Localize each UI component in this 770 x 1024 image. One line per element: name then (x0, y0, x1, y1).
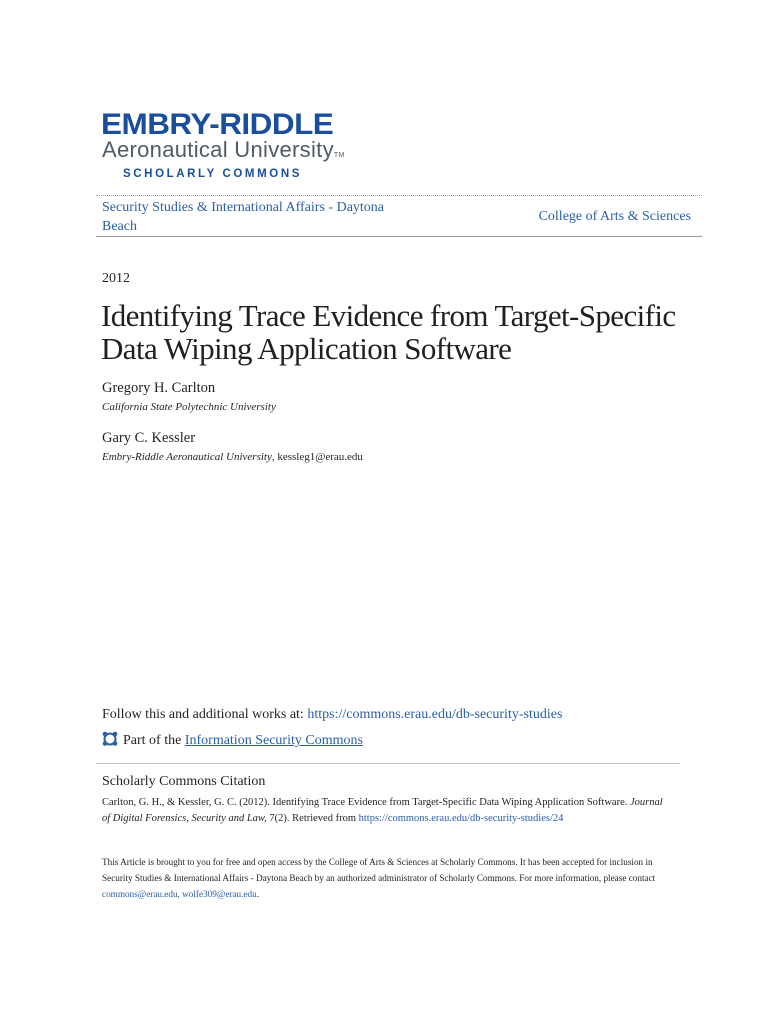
citation-heading: Scholarly Commons Citation (102, 774, 266, 789)
journal-name: Journal of Digital Forensics, Security and Law, (102, 797, 663, 824)
logo-wordmark: EMBRY-RIDDLE (101, 108, 334, 141)
author-email: , kessleg1@erau.edu (271, 451, 363, 463)
publication-year: 2012 (102, 271, 130, 286)
header-divider-bottom (96, 236, 702, 237)
college-link[interactable]: College of Arts & Sciences (538, 209, 691, 224)
follow-line: Follow this and additional works at: https://commons.erau.edu/db-security-studies (102, 707, 563, 722)
follow-link[interactable]: https://commons.erau.edu/db-security-studies (307, 707, 563, 722)
trademark-mark: TM (333, 152, 345, 159)
commons-link[interactable]: Information Security Commons (184, 733, 363, 748)
collection-link[interactable]: Security Studies & International Affairs - Daytona Beach (102, 200, 385, 234)
logo-subtitle: Aeronautical UniversityTM (102, 137, 345, 162)
network-icon (102, 731, 119, 751)
page-title: Identifying Trace Evidence from Target-Specific Data Wiping Application Software (101, 298, 676, 366)
logo-scholarly-commons: SCHOLARLY COMMONS (123, 168, 303, 180)
citation-divider (96, 763, 680, 764)
citation-text: Carlton, G. H., & Kessler, G. C. (2012). Identifying Trace Evidence from Target-Specific Data Wiping Application Software. Journal of Digital Forensics, Security and Law, 7(2). Retrieved from https://commons.erau.edu/db-security-studies/24 (102, 797, 663, 824)
author-affiliation: Embry-Riddle Aeronautical University, kessleg1@erau.edu (102, 451, 363, 463)
access-notice: This Article is brought to you for free and open access by the College of Arts & Sciences at Scholarly Commons. It has been accepted for inclusion in Security Studies & International Affairs - Daytona Beach by an authorized administrator of Scholarly Commons. For more information, please contact commons@erau.edu, wolfe309@erau.edu. (102, 857, 656, 899)
author-name: Gary C. Kessler (102, 430, 196, 446)
author-affiliation: California State Polytechnic University (102, 401, 276, 413)
contact-emails[interactable]: commons@erau.edu, wolfe309@erau.edu (102, 889, 257, 899)
author-name: Gregory H. Carlton (102, 380, 216, 396)
citation-link[interactable]: https://commons.erau.edu/db-security-studies/24 (358, 813, 564, 824)
header-divider-top (96, 195, 702, 196)
part-of-line: Part of the Information Security Commons (102, 731, 363, 751)
